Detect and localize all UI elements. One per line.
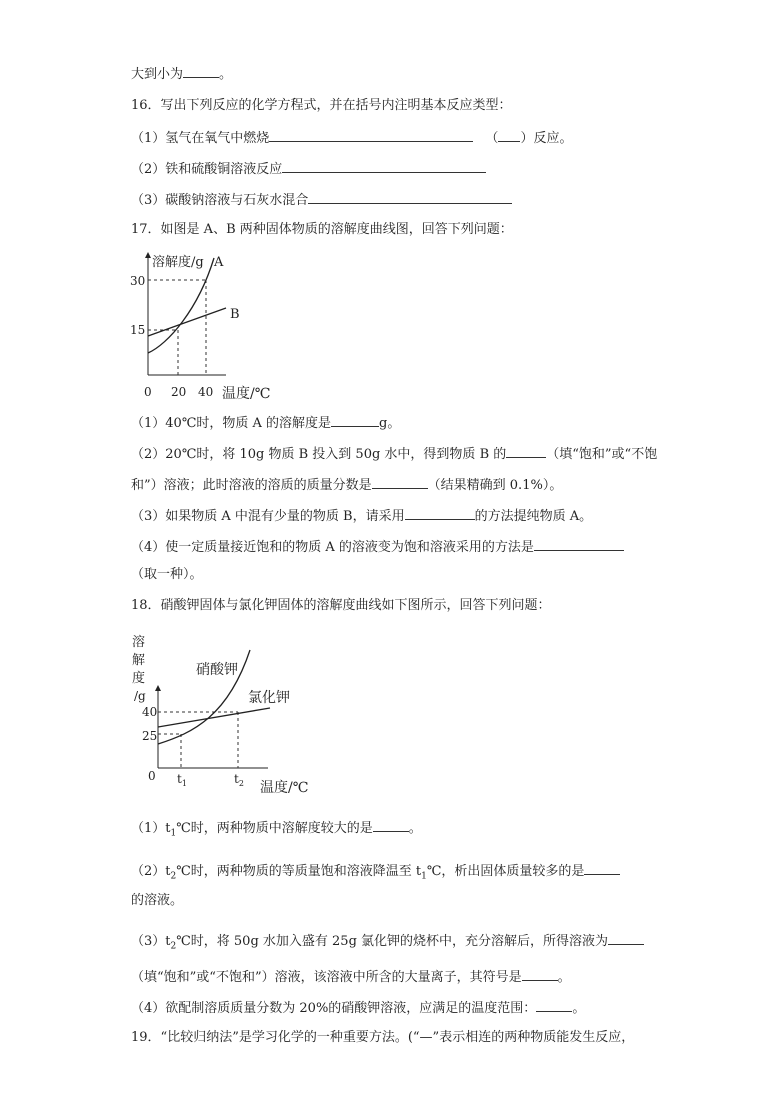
- answer-blank[interactable]: [536, 997, 572, 1012]
- question-18-2-cont: 的溶液。: [131, 893, 184, 908]
- question-16: 16．写出下列反应的化学方程式，并在括号内注明基本反应类型：: [131, 98, 512, 113]
- text-line: 大到小为 。: [131, 63, 232, 85]
- y-axis-label: 度: [132, 671, 146, 686]
- series-kcl-line: [158, 708, 270, 727]
- answer-blank[interactable]: [269, 127, 473, 142]
- series-a-curve: [148, 258, 214, 353]
- answer-blank[interactable]: [522, 966, 558, 981]
- question-16-2: （2）铁和硫酸铜溶液反应: [131, 158, 486, 180]
- x-tick-label: 20: [171, 385, 187, 399]
- question-17: 17．如图是 A、B 两种固体物质的溶解度曲线图，回答下列问题：: [131, 222, 513, 237]
- series-b-line: [148, 308, 226, 336]
- y-axis-label: /g: [134, 689, 146, 703]
- x-tick-label: $t_2$: [234, 772, 244, 788]
- question-17-1: （1）40℃时，物质 A 的溶解度是 g。: [131, 412, 400, 434]
- series-kno3-label: 硝酸钾: [196, 662, 238, 678]
- question-18-2: $(2)t_2℃$时，两种物质的等质量饱和溶液降温至 $t_1℃$，析出固体质量较多的是: [131, 860, 620, 887]
- solubility-chart-kno3-kcl: [128, 628, 328, 800]
- question-17-4: （4）使一定质量接近饱和的物质 A 的溶液变为饱和溶液采用的方法是: [131, 536, 624, 558]
- question-19: 19．“比较归纳法”是学习化学的一种重要方法。(“—”表示相连的两种物质能发生反应，: [131, 1030, 635, 1045]
- answer-blank[interactable]: [608, 930, 644, 945]
- x-axis-label: 温度/℃: [222, 386, 271, 402]
- question-18-4: （4）欲配制溶质质量分数为 20%的硝酸钾溶液，应满足的温度范围： 。: [131, 997, 585, 1019]
- answer-blank[interactable]: [308, 189, 512, 204]
- answer-blank[interactable]: [183, 63, 219, 78]
- x-axis-label: 温度/℃: [260, 780, 309, 796]
- question-17-2-cont: 和”）溶液；此时溶液的溶质的质量分数是 （结果精确到 0.1%）。: [131, 474, 562, 496]
- solubility-chart-ab: [128, 250, 278, 410]
- answer-blank[interactable]: [373, 817, 409, 832]
- x-tick-label: 0: [144, 385, 152, 399]
- answer-blank[interactable]: [534, 536, 624, 551]
- question-17-4-cont: （取一种）。: [131, 567, 203, 582]
- y-tick-label: 25: [142, 729, 158, 743]
- x-tick-label: 40: [198, 385, 214, 399]
- y-tick-label: 40: [142, 705, 158, 719]
- question-16-1: （1）氢气在氧气中燃烧 （ ）反应。: [131, 127, 572, 149]
- question-17-2: （2）20℃时，将 10g 物质 B 投入到 50g 水中，得到物质 B 的 （填“饱和”或“不饱: [131, 443, 657, 465]
- answer-blank[interactable]: [506, 443, 546, 458]
- x-tick-label: 0: [148, 769, 156, 783]
- answer-blank[interactable]: [372, 474, 428, 489]
- question-18-3-cont: （填“饱和”或“不饱和”）溶液，该溶液中所含的大量离子，其符号是 。: [131, 966, 571, 988]
- y-axis-label: 溶: [132, 635, 146, 650]
- question-18-1: $(1)t_1℃$时，两种物质中溶解度较大的是 。: [131, 817, 422, 844]
- y-axis-label: 溶解度/g: [152, 255, 204, 270]
- y-tick-label: 30: [130, 274, 146, 288]
- question-17-3: （3）如果物质 A 中混有少量的物质 B，请采用 的方法提纯物质 A。: [131, 505, 592, 527]
- answer-blank[interactable]: [331, 412, 379, 427]
- y-axis-label: 解: [132, 653, 146, 668]
- x-tick-label: $t_1$: [177, 772, 187, 788]
- series-a-label: A: [214, 255, 224, 270]
- answer-blank[interactable]: [498, 127, 520, 142]
- answer-blank[interactable]: [282, 158, 486, 173]
- series-kcl-label: 氯化钾: [248, 690, 290, 706]
- y-tick-label: 15: [130, 323, 146, 337]
- answer-blank[interactable]: [405, 505, 475, 520]
- answer-blank[interactable]: [584, 860, 620, 875]
- question-18-3: $(3)t_2℃$时，将 50g 水加入盛有 25g 氯化钾的烧杯中，充分溶解后，所得溶液为: [131, 930, 644, 957]
- question-16-3: （3）碳酸钠溶液与石灰水混合: [131, 189, 512, 211]
- question-18: 18．硝酸钾固体与氯化钾固体的溶解度曲线如下图所示，回答下列问题：: [131, 598, 551, 613]
- series-b-label: B: [230, 307, 240, 322]
